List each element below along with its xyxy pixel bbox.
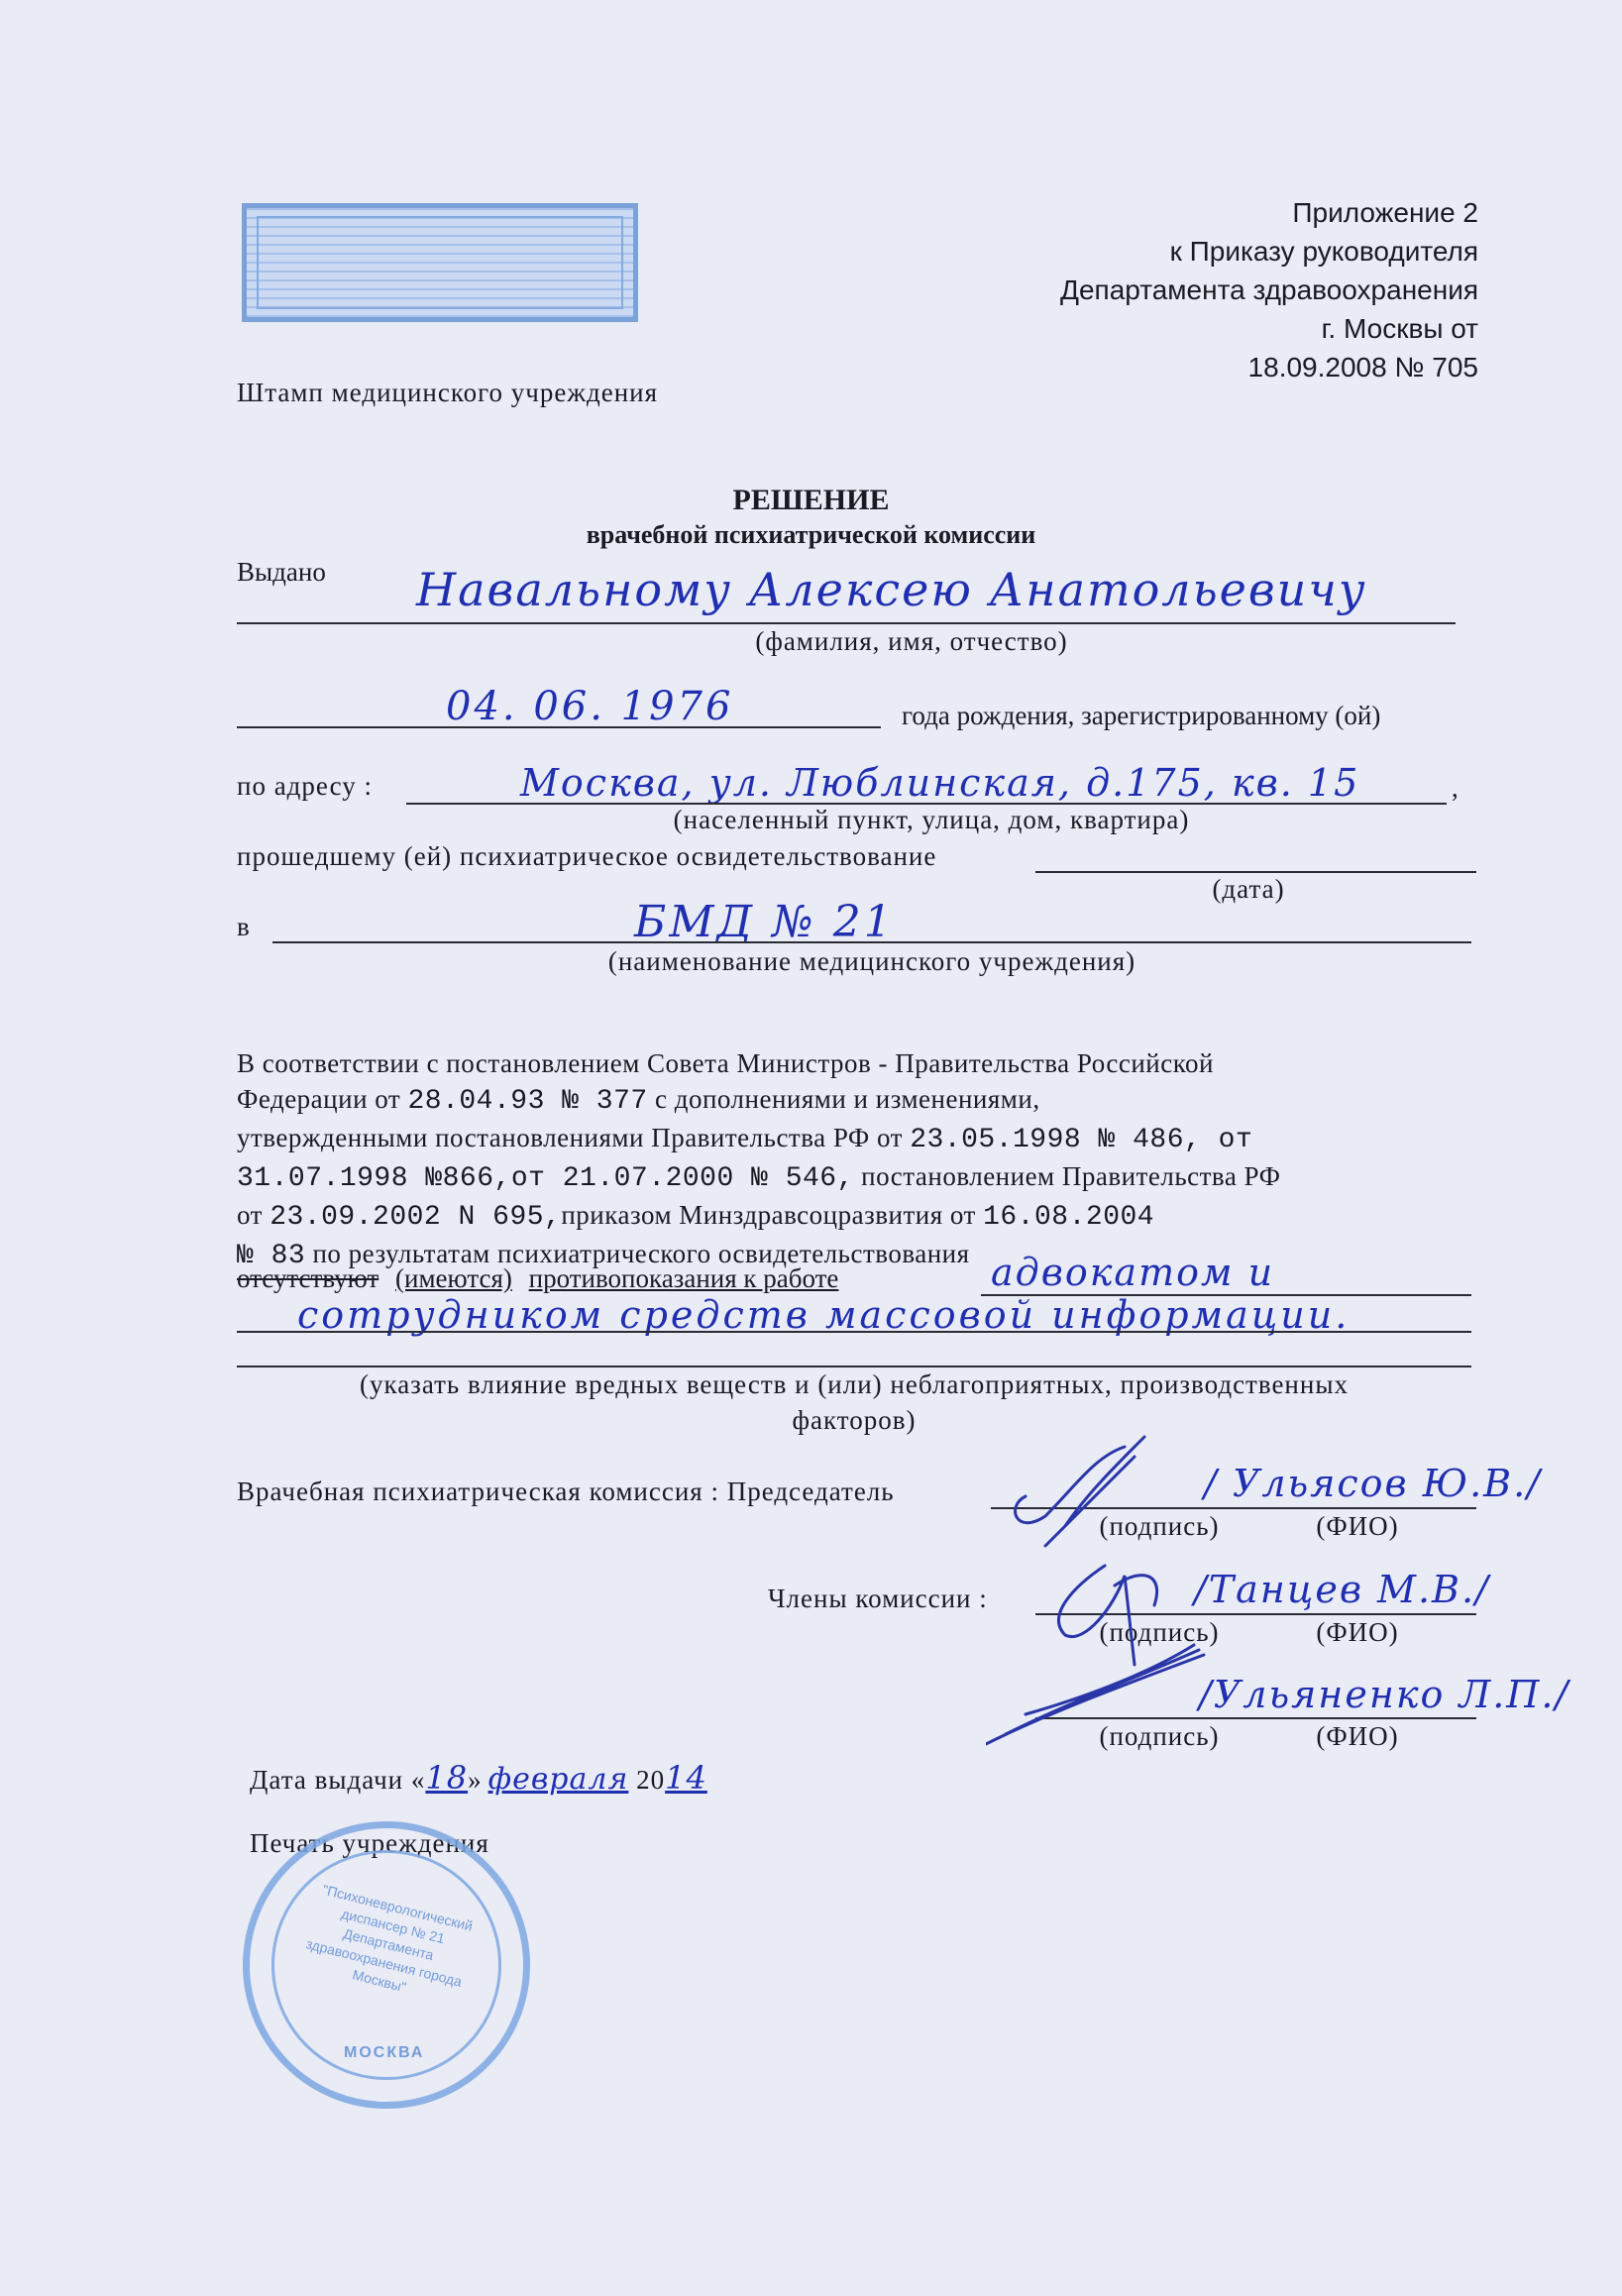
exam-date-line — [1035, 871, 1476, 873]
seal-caption: Печать учреждения — [250, 1828, 489, 1858]
body-text: В соответствии с постановлением Совета Министров - Правительства Российской — [237, 1048, 1214, 1078]
members-label: Члены комиссии : — [768, 1584, 988, 1613]
institution-caption: (наименование медицинского учреждения) — [607, 946, 1136, 976]
sig-caption: (подпись) — [1099, 1511, 1220, 1541]
member2-signature — [986, 1645, 1204, 1744]
issued-label: Выдано — [237, 557, 326, 587]
chair-name: / Ульясов Ю.В./ — [1204, 1462, 1542, 1505]
appendix-block — [1060, 193, 1478, 386]
contra-row — [237, 1263, 838, 1294]
body-ref: 16.08.2004 — [983, 1202, 1155, 1233]
contra-value-1: адвокатом и — [991, 1251, 1275, 1294]
issue-year-prefix: 20 — [628, 1765, 666, 1795]
body-text: по результатам психиатрического освидетельствования — [305, 1239, 970, 1268]
institution-line — [272, 941, 1471, 943]
body-line — [237, 1158, 1485, 1197]
body-text: с дополнениями и изменениями, — [647, 1084, 1040, 1114]
body-line — [237, 1197, 1485, 1236]
body-ref: 31.07.1998 №866,от 21.07.2000 № 546, — [237, 1163, 854, 1194]
body-ref: № 83 — [237, 1241, 306, 1271]
member2-name: /Ульяненко Л.П./ — [1199, 1673, 1570, 1716]
exam-label: прошедшему (ей) психиатрическое освидетельствование — [237, 841, 937, 871]
body-text: приказом Минздравсоцразвития от — [561, 1200, 984, 1230]
appendix-line: к Приказу руководителя — [1169, 236, 1478, 267]
stamp-caption: Штамп медицинского учреждения — [237, 378, 659, 407]
chair-signature — [1016, 1437, 1144, 1546]
appendix-line: Приложение 2 — [1292, 197, 1478, 228]
body-ref: 23.09.2002 N 695, — [270, 1202, 562, 1233]
sig-caption: (подпись) — [1099, 1721, 1220, 1751]
document-title: РЕШЕНИЕ — [732, 484, 890, 516]
exam-date-caption: (дата) — [1212, 874, 1285, 904]
name-caption: (фамилия, имя, отчество) — [755, 626, 1068, 656]
body-ref: 23.05.1998 № 486, от — [910, 1125, 1253, 1155]
name-line — [237, 622, 1456, 624]
signatures — [986, 1417, 1214, 1754]
body-text: постановлением Правительства РФ — [853, 1161, 1281, 1191]
seal-city: МОСКВА — [344, 2044, 425, 2061]
fio-caption: (ФИО) — [1316, 1511, 1399, 1541]
address-caption: (населенный пункт, улица, дом, квартира) — [673, 805, 1190, 834]
institution-stamp — [242, 203, 638, 322]
body-line — [237, 1081, 1485, 1120]
stamp-inner — [257, 216, 623, 309]
sig-caption: (подпись) — [1099, 1617, 1220, 1647]
body-text: Федерации от — [237, 1084, 408, 1114]
contra-line-3 — [237, 1366, 1471, 1367]
address-comma: , — [1452, 773, 1459, 803]
contra-label: противопоказания к работе — [528, 1263, 839, 1293]
body-text: утвержденными постановлениями Правительства РФ от — [237, 1123, 911, 1152]
contra-line-2 — [237, 1331, 1471, 1333]
birth-line — [237, 726, 881, 728]
body-line — [237, 1045, 1485, 1081]
seal-text: "Психоневрологический диспансер № 21 Департамента здравоохранения города Москвы" — [304, 1881, 475, 1996]
address-label: по адресу : — [237, 771, 373, 801]
fio-caption: (ФИО) — [1316, 1617, 1399, 1647]
struck-option: отсутствуют — [237, 1263, 379, 1293]
round-seal — [243, 1821, 530, 2109]
issue-month: февраля — [487, 1762, 629, 1797]
legal-basis-paragraph — [237, 1045, 1485, 1274]
factors-caption-2: факторов) — [792, 1405, 917, 1435]
issue-year-suffix: 14 — [665, 1759, 707, 1797]
factors-caption: (указать влияние вредных веществ и (или) неблагоприятных, производственных — [360, 1369, 1349, 1399]
issue-day: 18 — [425, 1759, 469, 1797]
body-line — [237, 1120, 1485, 1158]
member1-signature — [1059, 1566, 1157, 1665]
body-ref: 28.04.93 № 377 — [407, 1086, 648, 1117]
body-text: от — [237, 1200, 270, 1230]
birth-date: 04. 06. 1976 — [446, 684, 734, 729]
appendix-line: 18.09.2008 № 705 — [1247, 352, 1478, 383]
address-value: Москва, ул. Люблинская, д.175, кв. 15 — [520, 761, 1360, 805]
institution-value: БМД № 21 — [634, 897, 895, 947]
appendix-line: Департамента здравоохранения — [1060, 274, 1478, 305]
issue-date-mid: » — [468, 1765, 483, 1795]
chair-label: Врачебная психиатрическая комиссия : Председатель — [237, 1476, 895, 1506]
issue-date-row — [250, 1759, 707, 1797]
fio-caption: (ФИО) — [1316, 1721, 1399, 1751]
appendix-line: г. Москвы от — [1321, 313, 1478, 344]
contra-value-2: сотрудником средств массовой информации. — [297, 1293, 1351, 1337]
selected-option: (имеются) — [395, 1263, 512, 1293]
institution-label: в — [237, 912, 250, 941]
member1-name: /Танцев М.В./ — [1194, 1568, 1490, 1611]
birth-label: года рождения, зарегистрированному (ой) — [902, 701, 1381, 730]
issue-date-label: Дата выдачи « — [250, 1765, 426, 1795]
document-subtitle: врачебной психиатрической комиссии — [586, 520, 1036, 549]
patient-name: Навальному Алексею Анатольевичу — [416, 563, 1367, 616]
